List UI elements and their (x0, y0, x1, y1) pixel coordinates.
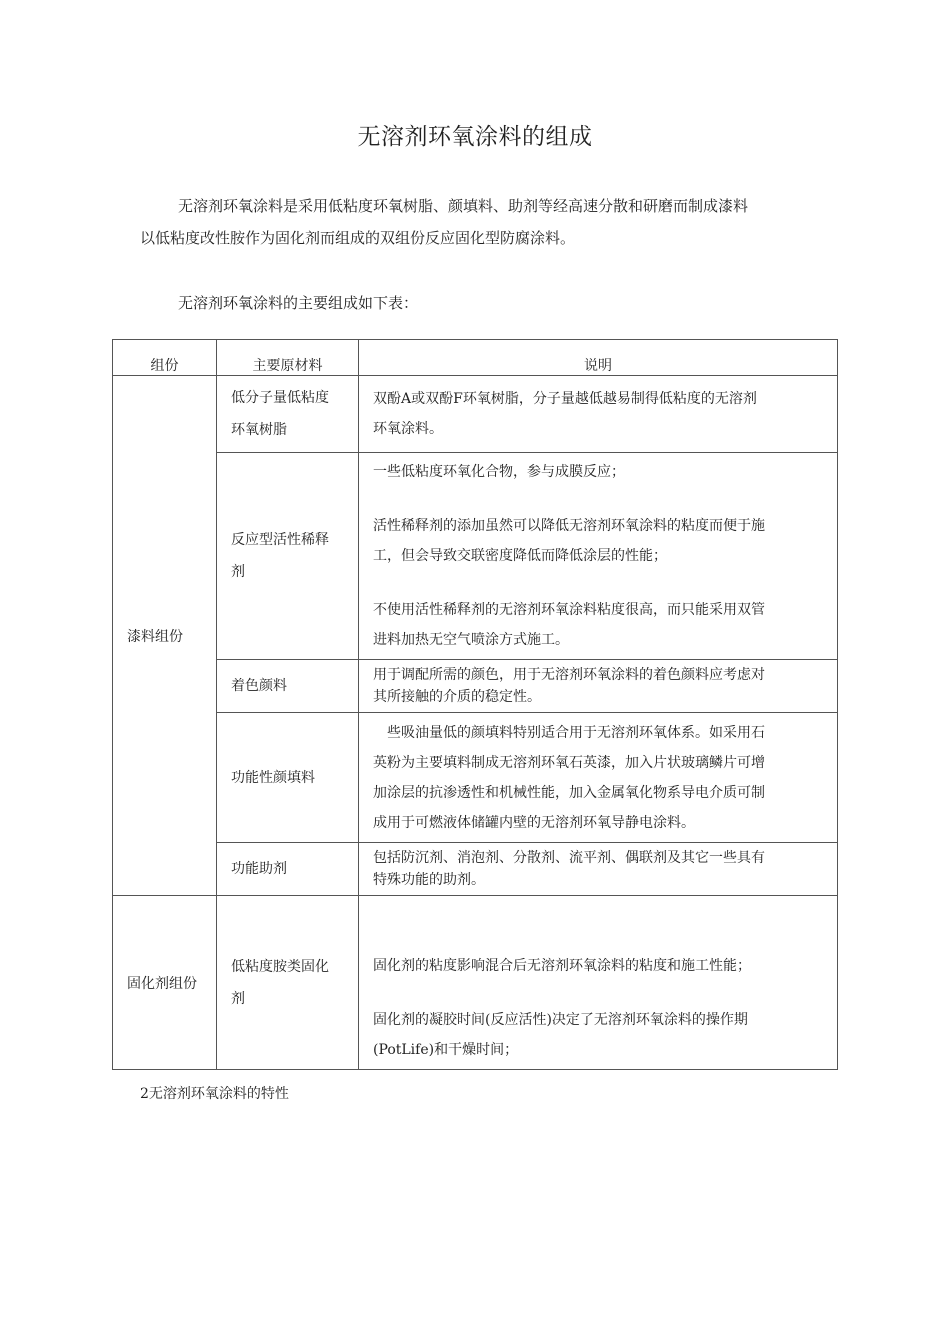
description-line: 其所接触的介质的稳定性。 (373, 689, 541, 705)
description-line: 双酚A或双酚F环氧树脂，分子量越低越易制得低粘度的无溶剂 (373, 391, 757, 407)
material-cell: 功能性颜填料 (217, 713, 359, 843)
intro-paragraph (140, 190, 840, 254)
description-line: 英粉为主要填料制成无溶剂环氧石英漆，加入片状玻璃鳞片可增 (373, 754, 765, 771)
table-header-row (113, 340, 838, 376)
table-row (113, 896, 838, 1070)
table-row (113, 376, 838, 453)
group-cell-curing-agent: 固化剂组份 (113, 896, 217, 1070)
composition-table (112, 339, 838, 1070)
material-line: 反应型活性稀释 (231, 532, 329, 548)
description-line: 进料加热无空气喷涂方式施工。 (373, 632, 569, 648)
description-cell (359, 453, 838, 660)
description-line: 些吸油量低的颜填料特别适合用于无溶剂环氧体系。如采用石 (387, 724, 765, 741)
material-cell (217, 896, 359, 1070)
description-line: 固化剂的粘度影响混合后无溶剂环氧涂料的粘度和施工性能； (373, 958, 751, 974)
material-line: 剂 (231, 990, 245, 1007)
section-heading: 2无溶剂环氧涂料的特性 (140, 1086, 289, 1102)
description-line: 用于调配所需的颜色，用于无溶剂环氧涂料的着色颜料应考虑对 (373, 667, 765, 683)
description-line: 固化剂的凝胶时间(反应活性)决定了无溶剂环氧涂料的操作期 (373, 1012, 748, 1028)
table-intro: 无溶剂环氧涂料的主要组成如下表： (178, 294, 419, 312)
material-line: 剂 (231, 564, 245, 580)
header-description: 说明 (359, 340, 838, 376)
description-cell (359, 713, 838, 843)
table-row (113, 453, 838, 660)
description-cell (359, 843, 838, 896)
description-line: (PotLife)和干燥时间； (373, 1042, 519, 1058)
intro-line-2: 以低粘度改性胺作为固化剂而组成的双组份反应固化型防腐涂料。 (140, 229, 576, 247)
material-line: 低分子量低粘度 (231, 390, 329, 406)
description-line: 不使用活性稀释剂的无溶剂环氧涂料粘度很高，而只能采用双管 (373, 602, 765, 618)
table-row (113, 713, 838, 843)
description-cell (359, 660, 838, 713)
document-title: 无溶剂环氧涂料的组成 (357, 124, 593, 150)
header-material: 主要原材料 (217, 340, 359, 376)
description-line: 一些低粘度环氧化合物，参与成膜反应； (373, 464, 625, 480)
material-cell: 功能助剂 (217, 843, 359, 896)
description-line: 活性稀释剂的添加虽然可以降低无溶剂环氧涂料的粘度而便于施 (373, 518, 765, 534)
description-line: 特殊功能的助剂。 (373, 872, 485, 888)
material-cell (217, 376, 359, 453)
description-line: 加涂层的抗渗透性和机械性能，加入金属氧化物系导电介质可制 (373, 784, 765, 801)
material-line: 低粘度胺类固化 (231, 958, 329, 975)
header-group: 组份 (113, 340, 217, 376)
description-line: 成用于可燃液体储罐内壁的无溶剂环氧导静电涂料。 (373, 814, 695, 831)
material-cell (217, 453, 359, 660)
table-row (113, 660, 838, 713)
description-line: 包括防沉剂、消泡剂、分散剂、流平剂、偶联剂及其它一些具有 (373, 850, 765, 866)
description-cell (359, 896, 838, 1070)
description-line: 工，但会导致交联密度降低而降低涂层的性能； (373, 548, 667, 564)
material-cell: 着色颜料 (217, 660, 359, 713)
material-line: 环氧树脂 (231, 422, 287, 438)
group-cell-paint: 漆料组份 (113, 376, 217, 896)
description-cell (359, 376, 838, 453)
intro-line-1: 无溶剂环氧涂料是采用低粘度环氧树脂、颜填料、助剂等经高速分散和研磨而制成漆料 (178, 197, 749, 215)
description-line: 环氧涂料。 (373, 421, 443, 437)
table-row (113, 843, 838, 896)
